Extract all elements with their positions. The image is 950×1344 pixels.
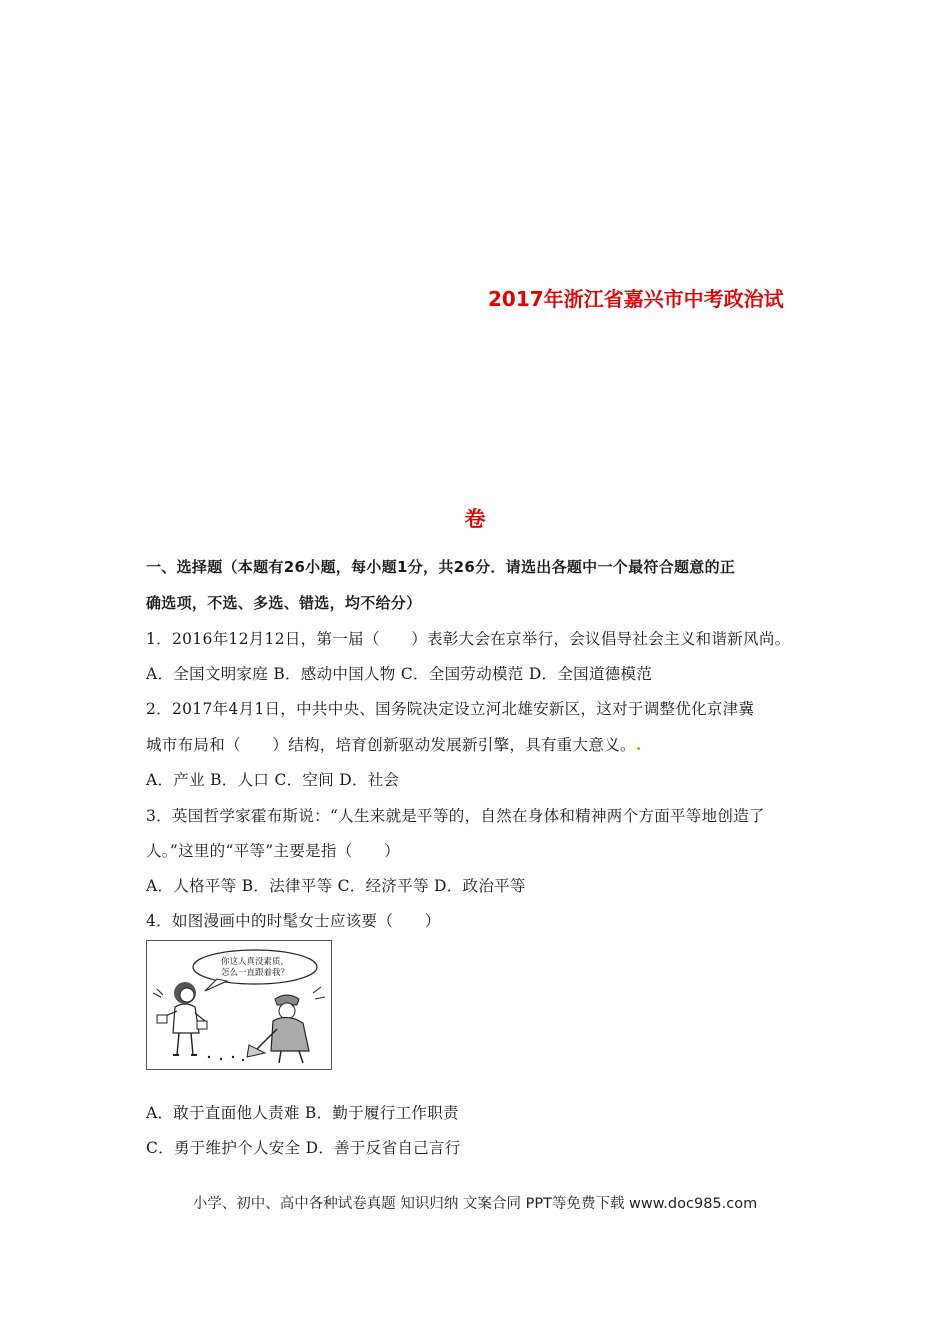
q4-options-line2: C．勇于维护个人安全 D．善于反省自己言行 — [146, 1139, 461, 1157]
q3-stem-line1: 3．英国哲学家霍布斯说：“人生来就是平等的，自然在身体和精神两个方面平等地创造了 — [146, 807, 765, 825]
q1-stem: 1．2016年12月12日，第一届（ ）表彰大会在京举行，会议倡导社会主义和谐新风尚。 — [146, 630, 791, 648]
exam-title-line1: 2017年浙江省嘉兴市中考政治试 — [488, 287, 784, 311]
q2-options: A．产业 B．人口 C．空间 D．社会 — [146, 771, 400, 789]
q2-stem-line2: 城市布局和（ ）结构，培育创新驱动发展新引擎，具有重大意义。. — [146, 735, 642, 754]
q3-options: A．人格平等 B．法律平等 C．经济平等 D．政治平等 — [146, 877, 526, 895]
svg-text:怎么一直跟着我？: 怎么一直跟着我？ — [220, 968, 290, 978]
q2-stem-line1: 2．2017年4月1日，中共中央、国务院决定设立河北雄安新区，这对于调整优化京津冀 — [146, 700, 755, 718]
q1-options: A．全国文明家庭 B．感动中国人物 C．全国劳动模范 D．全国道德模范 — [146, 665, 653, 683]
section-heading-line1: 一、选择题（本题有26小题，每小题1分，共26分．请选出各题中一个最符合题意的正 — [146, 558, 736, 576]
footer-text: 小学、初中、高中各种试卷真题 知识归纳 文案合同 PPT等免费下载 www.doc985.com — [192, 1196, 758, 1212]
q4-stem: 4．如图漫画中的时髦女士应该要（ ） — [146, 912, 441, 930]
section-heading-line2: 确选项，不选、多选、错选，均不给分） — [146, 594, 422, 612]
q3-stem-line2: 人。”这里的“平等”主要是指（ ） — [146, 842, 400, 860]
exam-title-line2: 卷 — [464, 507, 486, 531]
cartoon-image — [146, 940, 332, 1070]
cartoon-bubble-text: 你这人真没素质， — [220, 957, 290, 967]
q4-options-line1: A．敢于直面他人责难 B．勤于履行工作职责 — [146, 1104, 459, 1122]
